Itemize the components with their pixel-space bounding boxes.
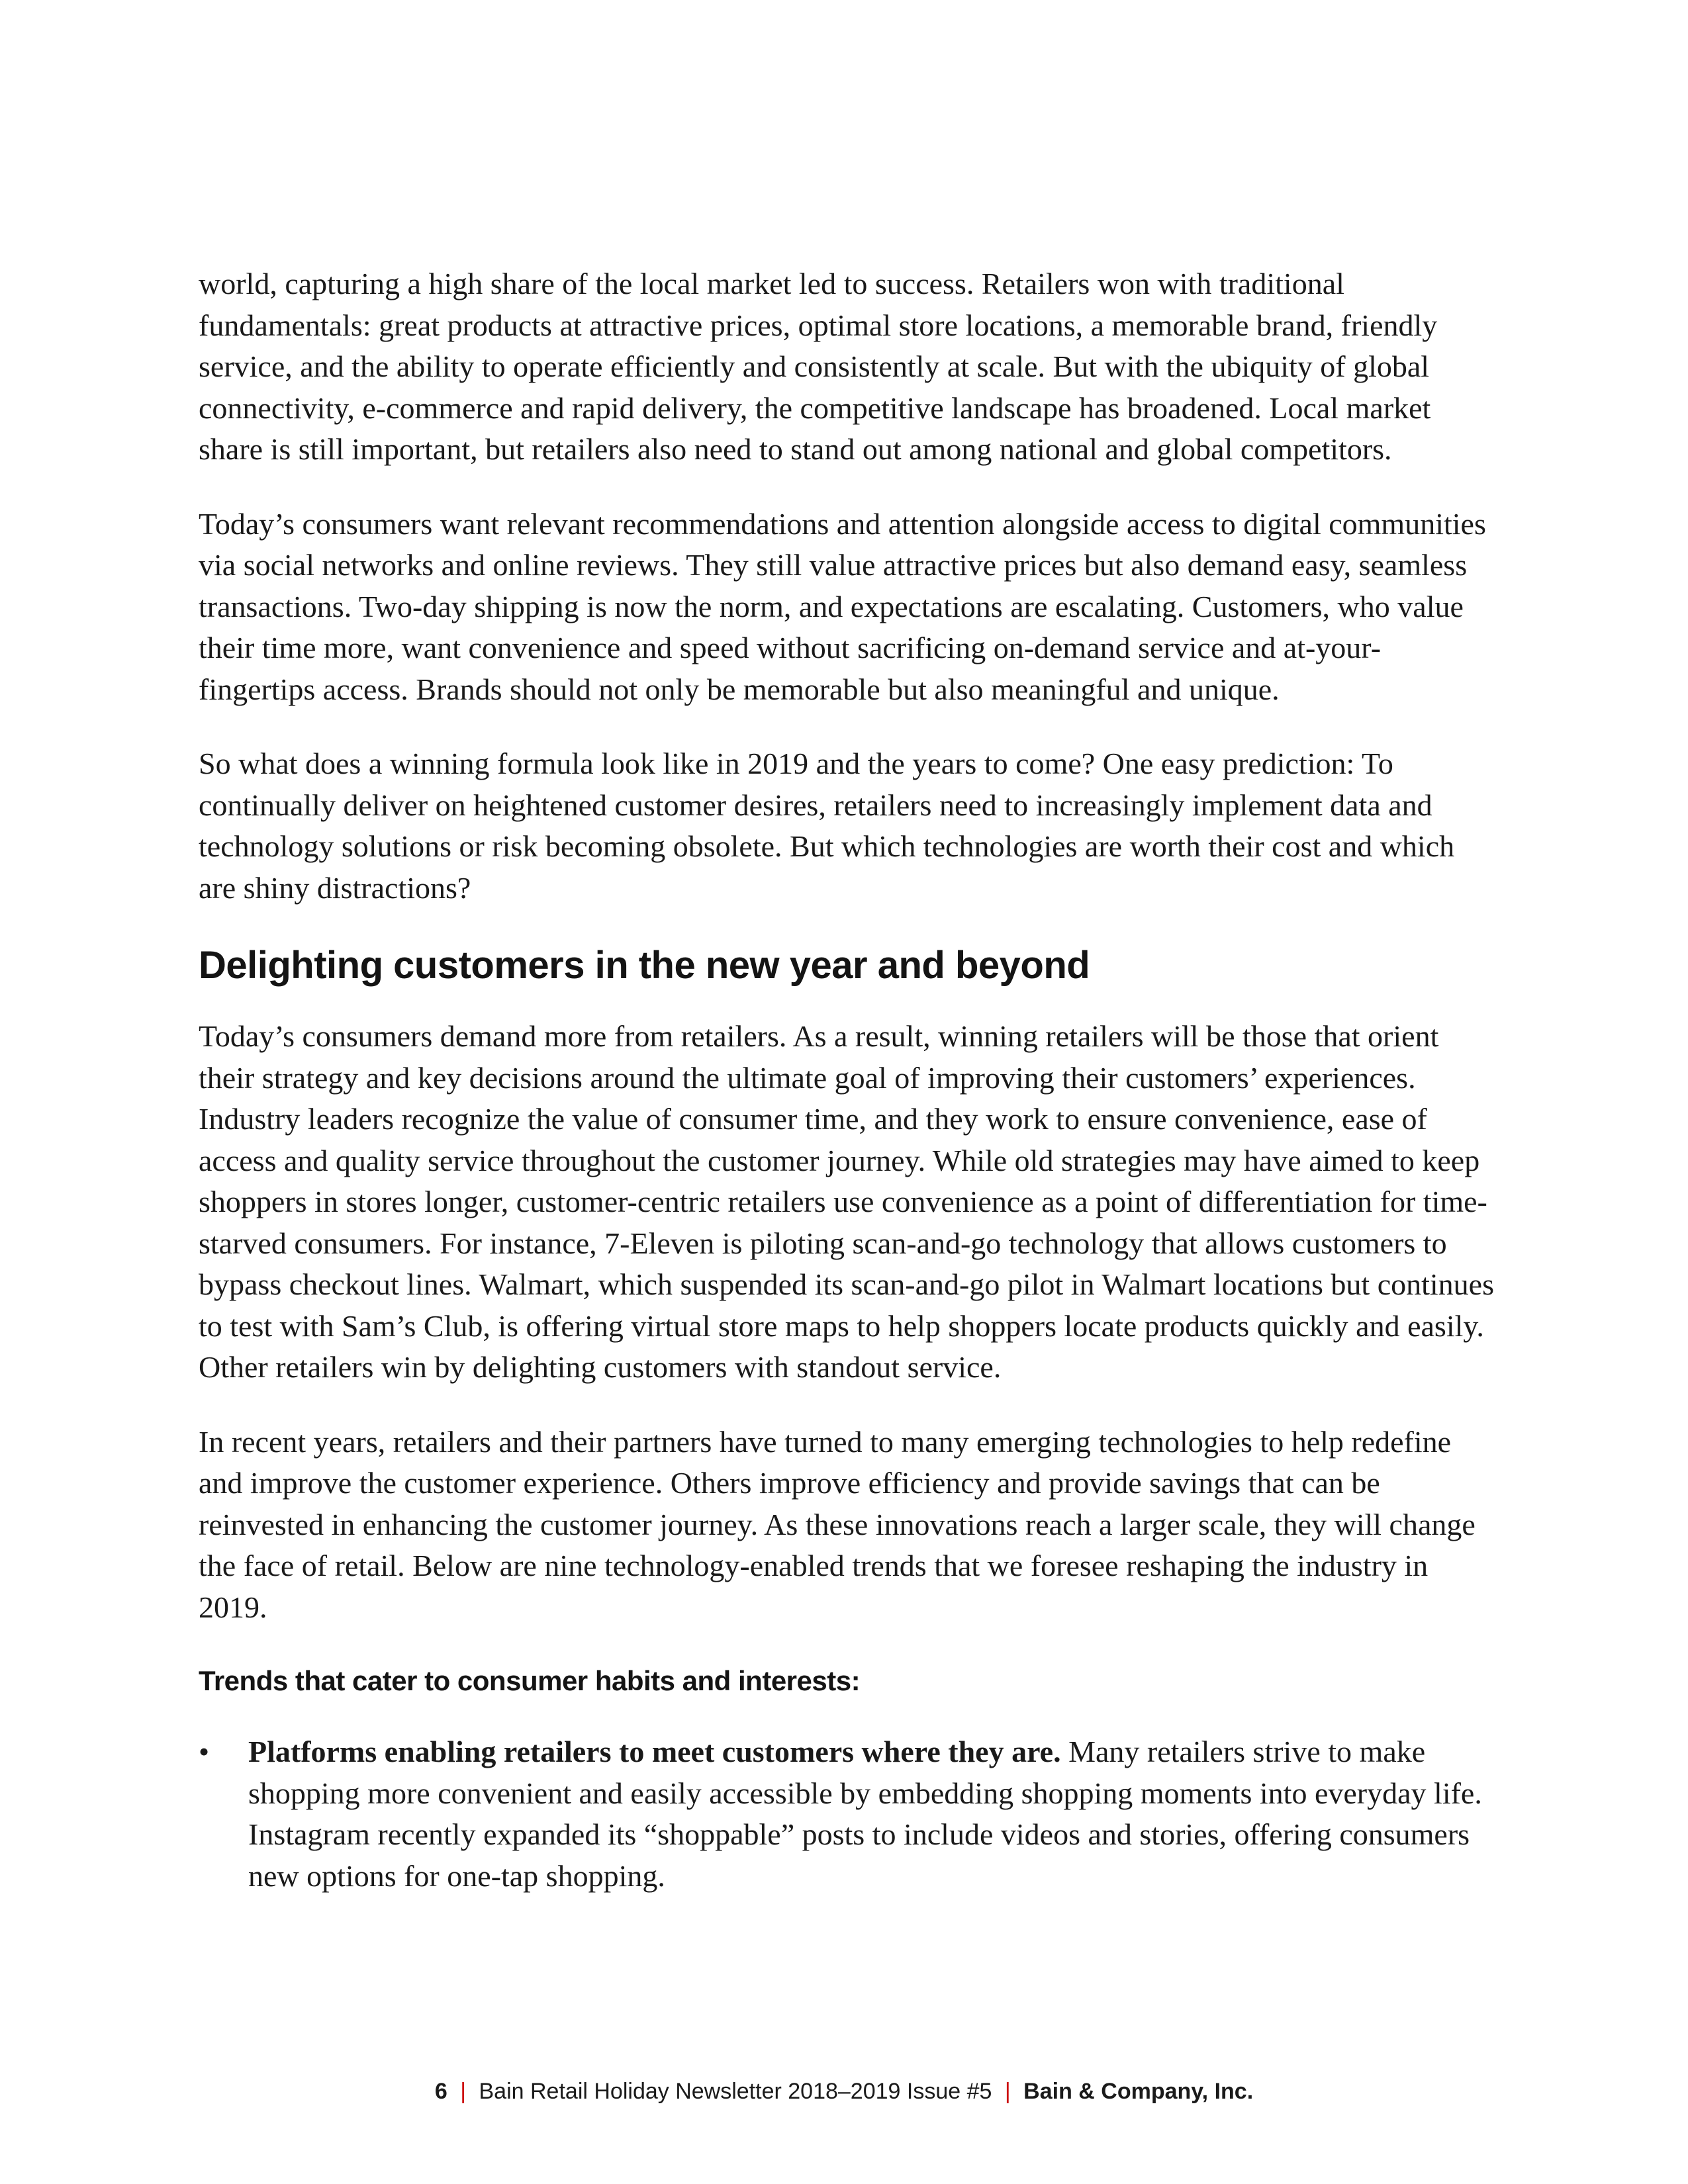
page-number: 6 bbox=[434, 2079, 447, 2104]
body-paragraph: So what does a winning formula look like in 2019 and the years to come? One easy prediction: To continually deliver on heightened customer desires, retailers need to increasingly implement data and technology solutions or risk becoming obsolete. But which technologies are worth their cost and which are shiny distractions? bbox=[199, 747, 1455, 905]
footer-separator: | bbox=[460, 2079, 467, 2104]
page-body bbox=[199, 263, 1496, 1897]
body-paragraph: In recent years, retailers and their partners have turned to many emerging technologies to help redefine and improve the customer experience. Others improve efficiency and provide savings that can be reinvested in enhancing the customer journey. As these innovations reach a larger scale, they will change the face of retail. Below are nine technology-enabled trends that we foresee reshaping the industry in 2019. bbox=[199, 1424, 1476, 1624]
body-paragraph: Today’s consumers want relevant recommendations and attention alongside access to digital communities via social networks and online reviews. They still value attractive prices but also demand easy, seamless transactions. Two-day shipping is now the norm, and expectations are escalating. Customers, who value their time more, want convenience and speed without sacrificing on-demand service and at-your-fingertips access. Brands should not only be memorable but also meaningful and unique. bbox=[199, 506, 1486, 706]
publication-title: Bain Retail Holiday Newsletter 2018–2019 Issue #5 bbox=[479, 2079, 992, 2104]
company-name: Bain & Company, Inc. bbox=[1023, 2079, 1254, 2104]
body-paragraph: world, capturing a high share of the local market led to success. Retailers won with traditional fundamentals: great products at attractive prices, optimal store locations, a memorable brand, friendly service, and the ability to operate efficiently and consistently at scale. But with the ubiquity of global connectivity, e-commerce and rapid delivery, the competitive landscape has broadened. Local market share is still important, but retailers also need to stand out among national and global competitors. bbox=[199, 267, 1438, 466]
page-footer bbox=[0, 2077, 1688, 2106]
body-paragraph: Today’s consumers demand more from retailers. As a result, winning retailers will be those that orient their strategy and key decisions around the ultimate goal of improving their customers’ experiences. Industry leaders recognize the value of consumer time, and they work to ensure convenience, ease of access and quality service throughout the customer journey. While old strategies may have aimed to keep shoppers in stores longer, customer-centric retailers use convenience as a point of differentiation for time-starved consumers. For instance, 7-Eleven is piloting scan-and-go technology that allows customers to bypass checkout lines. Walmart, which suspended its scan-and-go pilot in Walmart locations but continues to test with Sam’s Club, is offering virtual store maps to help shoppers locate products quickly and easily. Other retailers win by delighting customers with standout service. bbox=[199, 1019, 1494, 1384]
subsection-heading: Trends that cater to consumer habits and interests: bbox=[199, 1665, 861, 1696]
bullet-text: Many retailers strive to make shopping more convenient and easily accessible by embedding shopping moments into everyday life. Instagram recently expanded its “shoppable” posts to include videos and stories, offering consumers new options for one-tap shopping. bbox=[248, 1735, 1482, 1893]
list-item bbox=[199, 1731, 1496, 1897]
bullet-lead: Platforms enabling retailers to meet customers where they are. bbox=[248, 1735, 1061, 1768]
bullet-icon: • bbox=[199, 1735, 210, 1768]
footer-separator: | bbox=[1004, 2079, 1011, 2104]
section-heading: Delighting customers in the new year and beyond bbox=[199, 944, 1090, 987]
trend-list bbox=[199, 1731, 1496, 1897]
